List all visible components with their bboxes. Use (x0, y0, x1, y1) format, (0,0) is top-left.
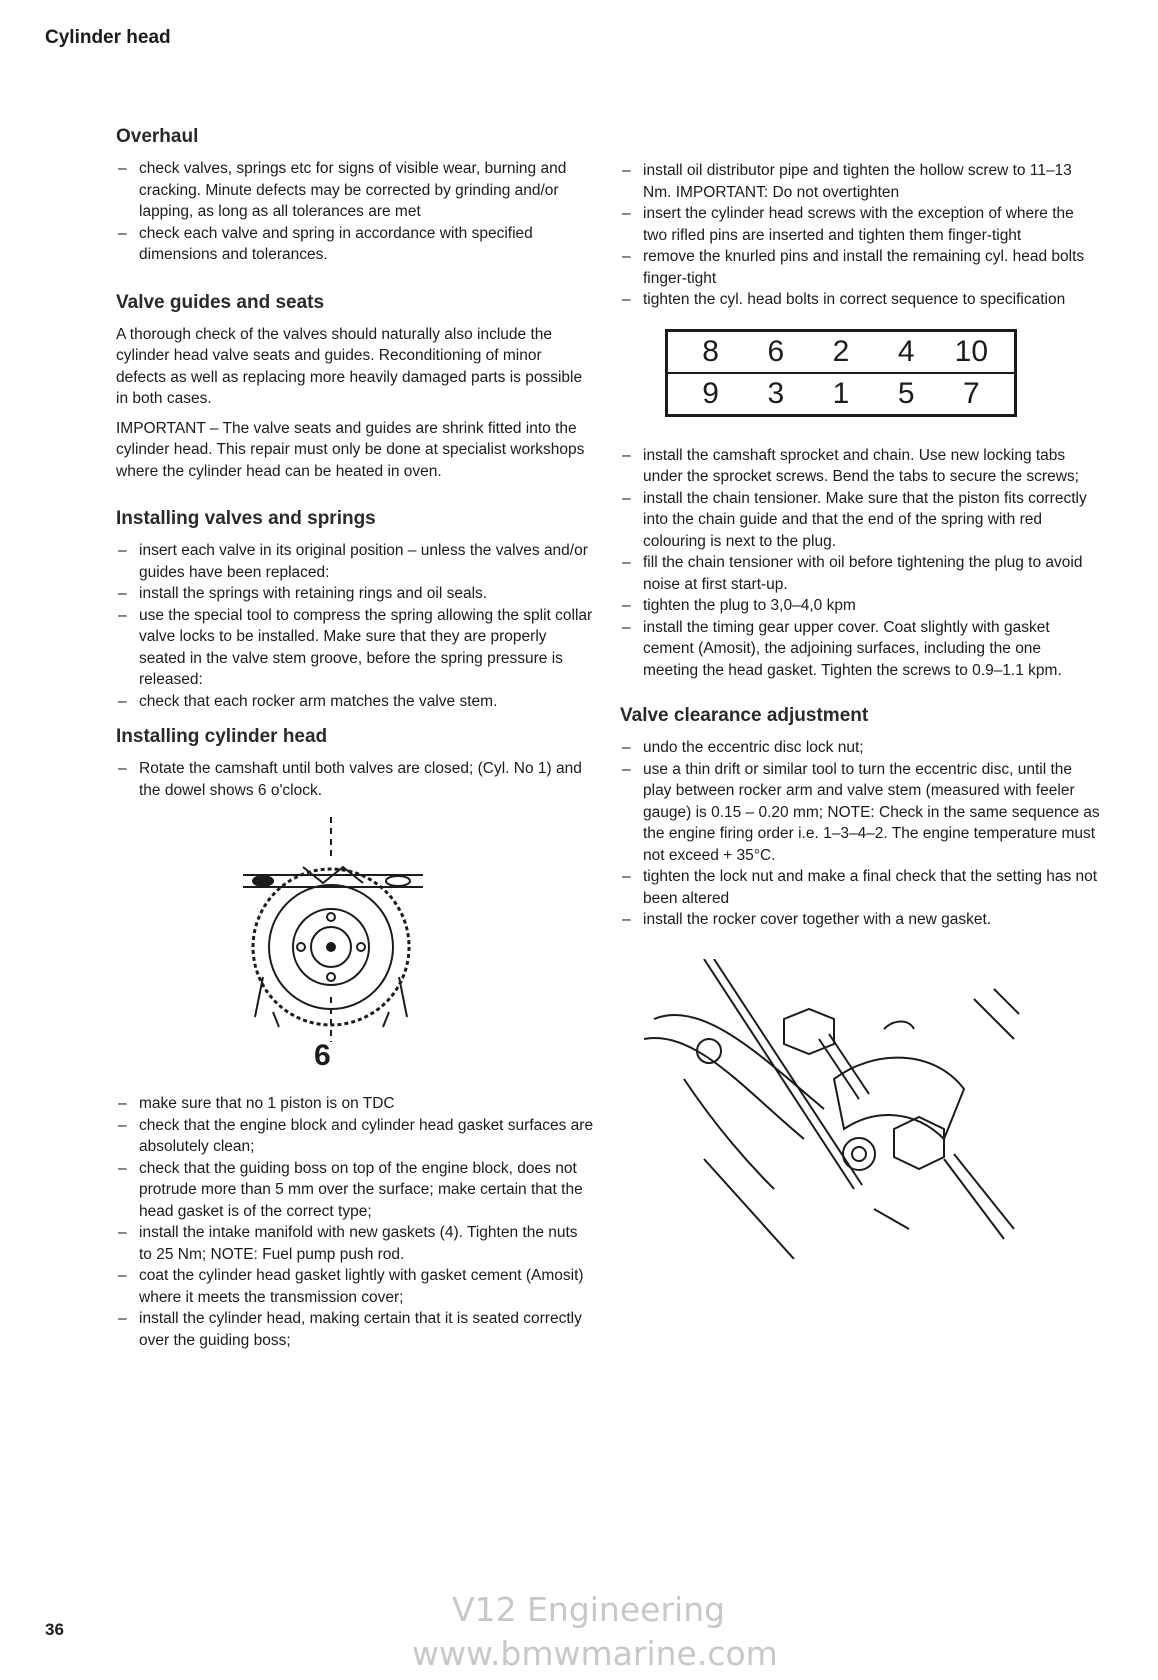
sequence-number: 9 (702, 376, 719, 410)
list-item: – install the rocker cover together with a new gasket. (620, 909, 1100, 931)
list-item: – tighten the plug to 3,0–4,0 kpm (620, 595, 1100, 617)
rocker-arm-drawing (644, 959, 1024, 1259)
sequence-number: 6 (767, 334, 785, 368)
list-item: – install the chain tensioner. Make sure that the piston fits correctly into the chain guide and that the end of the spring with red colouring is next to the plug. (620, 488, 1100, 553)
sequence-number: 8 (702, 334, 719, 368)
valve-adjustment-figure (644, 959, 1024, 1259)
sequence-number: 5 (897, 376, 915, 410)
list-item: – check that the guiding boss on top of the engine block, does not protrude more than 5 mm over the surface; make certain that the head gasket is of the correct type; (116, 1158, 594, 1223)
paragraph-important: IMPORTANT – The valve seats and guides are shrink fitted into the cylinder head. This repair must only be done at specialist workshops where the cylinder head can be heated in oven. (116, 419, 585, 480)
bolt-sequence-table (665, 329, 1017, 417)
list-item: – tighten the lock nut and make a final check that the setting has not been altered (620, 866, 1100, 909)
list-item: – check that the engine block and cylinder head gasket surfaces are absolutely clean; (116, 1115, 594, 1158)
cylhead-list-1 (116, 758, 594, 801)
list-item: – Rotate the camshaft until both valves are closed; (Cyl. No 1) and the dowel shows 6 o'clock. (116, 758, 594, 801)
list-item: – check valves, springs etc for signs of visible wear, burning and cracking. Minute defects may be corrected by grinding and/or lapping, as long as all tolerances are met (116, 158, 594, 223)
list-item: – undo the eccentric disc lock nut; (620, 737, 1100, 759)
camshaft-sprocket-drawing (233, 817, 433, 1047)
section-title-installing-valves: Installing valves and springs (116, 508, 376, 529)
list-item: – use a thin drift or similar tool to turn the eccentric disc, until the play between rocker arm and valve stem (measured with feeler gauge) is 0.15 – 0.20 mm; NOTE: Check in the same sequence as the engine firing order i.e. 1–3–4–2. The engine temperature must not exceed + 35°C. (620, 759, 1100, 867)
section-valve-guides (116, 292, 594, 483)
section-title-overhaul: Overhaul (116, 126, 199, 147)
list-item: – insert each valve in its original position – unless the valves and/or guides have been replaced: (116, 540, 594, 583)
sequence-row-top (668, 332, 1014, 372)
section-title-installing-cylinder-head: Installing cylinder head (116, 726, 328, 747)
sequence-number: 10 (954, 334, 989, 368)
running-header: Cylinder head (45, 27, 171, 48)
list-item: – install the cylinder head, making certain that it is seated correctly over the guiding boss; (116, 1308, 594, 1351)
list-item: – install the camshaft sprocket and chain. Use new locking tabs under the sprocket screws. Bend the tabs to secure the screws; (620, 445, 1100, 488)
watermark-url: www.bmwmarine.com (412, 1634, 778, 1673)
list-item: – coat the cylinder head gasket lightly with gasket cement (Amosit) where it meets the transmission cover; (116, 1265, 594, 1308)
section-overhaul (116, 126, 594, 266)
section-installing-valves (116, 508, 594, 712)
list-item: – check each valve and spring in accordance with specified dimensions and tolerances. (116, 223, 594, 266)
section-title-valve-clearance: Valve clearance adjustment (620, 705, 869, 726)
page-number: 36 (45, 1620, 64, 1639)
overhaul-list (116, 158, 594, 266)
list-item: – make sure that no 1 piston is on TDC (116, 1093, 594, 1115)
valves-list (116, 540, 594, 712)
right-column (620, 160, 1100, 1259)
clearance-list (620, 737, 1100, 931)
section-installing-cylinder-head (116, 726, 594, 1351)
paragraph: A thorough check of the valves should naturally also include the cylinder head valve seats and guides. Reconditioning of minor defects as well as replacing more heavily damaged parts is possible in both cases. (116, 325, 583, 407)
sequence-number: 7 (963, 376, 980, 410)
sequence-row-bottom (668, 372, 1014, 414)
dowel-position-label: 6 (314, 1039, 331, 1072)
sequence-number: 2 (832, 334, 850, 368)
list-item: – install the timing gear upper cover. Coat slightly with gasket cement (Amosit), the adjoining surfaces, including the one meeting the head gasket. Tighten the screws to 0.9–1.1 kpm. (620, 617, 1100, 682)
list-item: – install the intake manifold with new gaskets (4). Tighten the nuts to 25 Nm; NOTE: Fuel pump push rod. (116, 1222, 594, 1265)
right-list-1 (620, 160, 1100, 311)
section-title-valve-guides: Valve guides and seats (116, 291, 325, 313)
cylhead-list-2 (116, 1093, 594, 1351)
list-item: – use the special tool to compress the spring allowing the split collar valve locks to be installed. Make sure that they are properly seated in the valve stem groove, before the spring pressure is released: (116, 605, 594, 691)
list-item: – remove the knurled pins and install the remaining cyl. head bolts finger-tight (620, 246, 1100, 289)
right-list-2 (620, 445, 1100, 682)
left-column (116, 126, 594, 1351)
camshaft-sprocket-figure (233, 817, 433, 1079)
watermark-title: V12 Engineering (452, 1590, 726, 1629)
sequence-number: 1 (832, 376, 850, 410)
list-item: – install the springs with retaining rings and oil seals. (116, 583, 594, 605)
list-item: – tighten the cyl. head bolts in correct sequence to specification (620, 289, 1100, 311)
list-item: – fill the chain tensioner with oil before tightening the plug to avoid noise at first start-up. (620, 552, 1100, 595)
sequence-number: 4 (897, 334, 915, 368)
list-item: – insert the cylinder head screws with the exception of where the two rifled pins are inserted and tighten them finger-tight (620, 203, 1100, 246)
list-item: – check that each rocker arm matches the valve stem. (116, 691, 594, 713)
list-item: – install oil distributor pipe and tighten the hollow screw to 11–13 Nm. IMPORTANT: Do not overtighten (620, 160, 1100, 203)
sequence-number: 3 (767, 376, 785, 410)
section-valve-clearance (620, 705, 1100, 931)
